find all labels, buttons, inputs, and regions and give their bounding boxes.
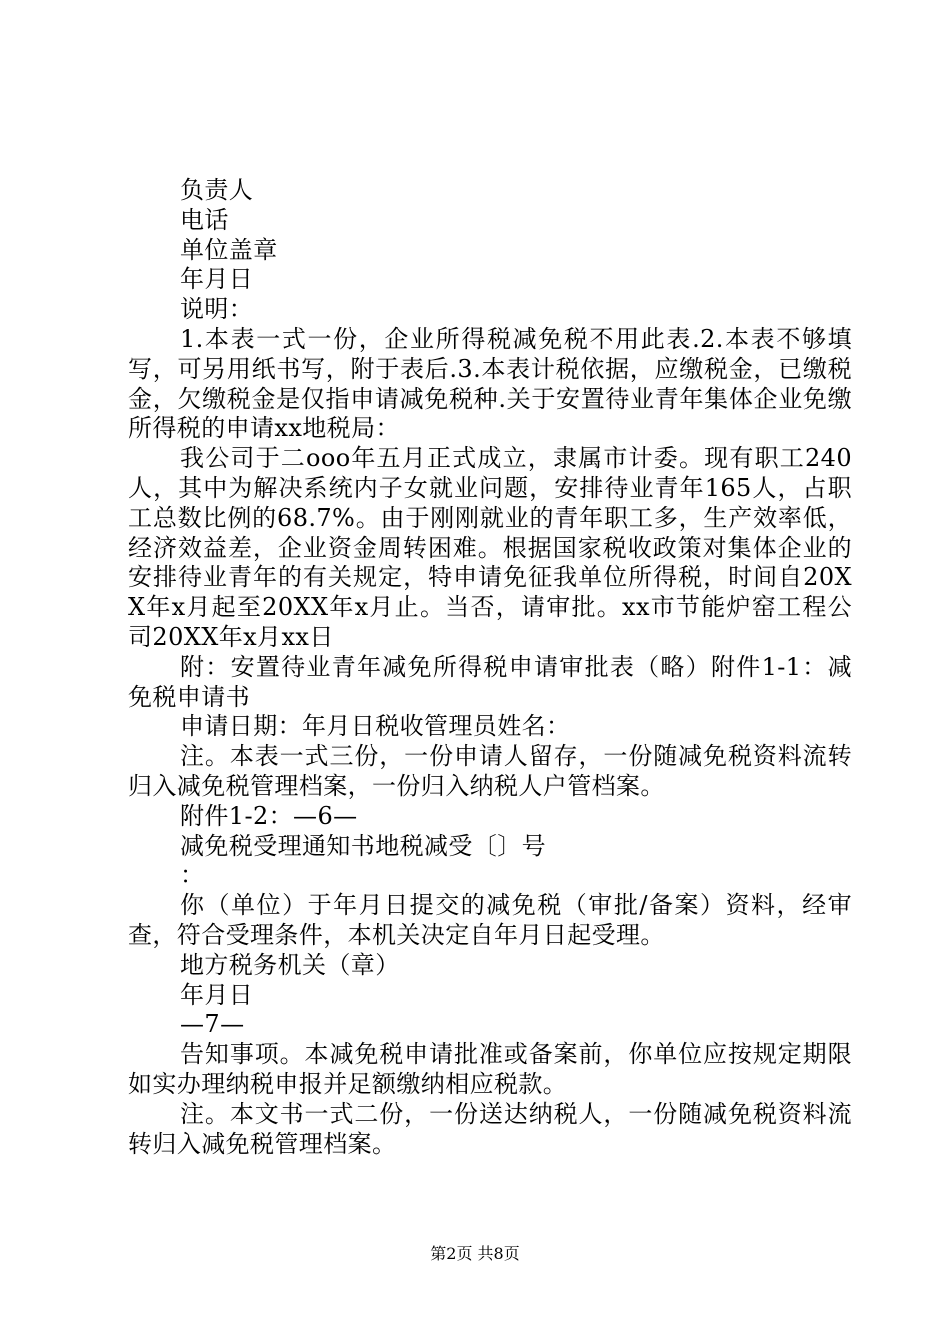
- paragraph-date: 年月日: [180, 265, 254, 294]
- paragraph-notice-title: 减免税受理通知书地税减受〔〕号: [180, 831, 546, 860]
- paragraph-application-date: 申请日期：年月日税收管理员姓名：: [180, 712, 571, 741]
- paragraph-notice-items: 告知事项。本减免税申请批准或备案前，你单位应按规定期限如实办理纳税申报并足额缴纳相应税款。: [128, 1040, 852, 1098]
- paragraph-page-marker: —7—: [180, 1010, 245, 1039]
- paragraph-responsible-person: 负责人: [180, 176, 254, 204]
- paragraph-unit-seal: 单位盖章: [180, 235, 278, 264]
- paragraph-notice-body: 你（单位）于年月日提交的减免税（审批/备案）资料，经审查，符合受理条件，本机关决定自年月日起受理。: [128, 891, 852, 949]
- paragraph-attachment-1-2: 附件1-2：—6—: [180, 801, 358, 830]
- paragraph-application: 我公司于二ooo年五月正式成立，隶属市计委。现有职工240人，其中为解决系统内子女就业问题，安排待业青年165人，占职工总数比例的68.7%。由于刚刚就业的青年职工多，生产效率低，经济效益差，企业资金周转困难。根据国家税收政策对集体企业的安排待业青年的有关规定，特申请免征我单位所得税，时间自20XX年x月起至20XX年x月止。当否，请审批。xx市节能炉窑工程公司20XX年x月xx日: [128, 444, 852, 651]
- paragraph-attachment: 附：安置待业青年减免所得税申请审批表（略）附件1-1：减免税申请书: [128, 652, 852, 711]
- paragraph-document-note: 注。本文书一式二份，一份送达纳税人，一份随减免税资料流转归入减免税管理档案。: [128, 1099, 852, 1158]
- paragraph-phone: 电话: [180, 205, 229, 234]
- paragraph-colon: ：: [180, 861, 205, 890]
- paragraph-notes-heading: 说明：: [180, 295, 254, 324]
- paragraph-date-2: 年月日: [180, 980, 254, 1009]
- paragraph-form-note: 注。本表一式三份，一份申请人留存，一份随减免税资料流转归入减免税管理档案，一份归入纳税人户管档案。: [128, 742, 852, 800]
- paragraph-notes: 1.本表一式一份，企业所得税减免税不用此表.2.本表不够填写，可另用纸书写，附于表后.3.本表计税依据，应缴税金，已缴税金，欠缴税金是仅指申请减免税种.关于安置待业青年集体企业免缴所得税的申请xx地税局：: [128, 324, 852, 443]
- paragraph-tax-authority: 地方税务机关（章）: [180, 950, 400, 979]
- page-footer: 第2页 共8页: [430, 1244, 520, 1263]
- document-body: [128, 176, 852, 1159]
